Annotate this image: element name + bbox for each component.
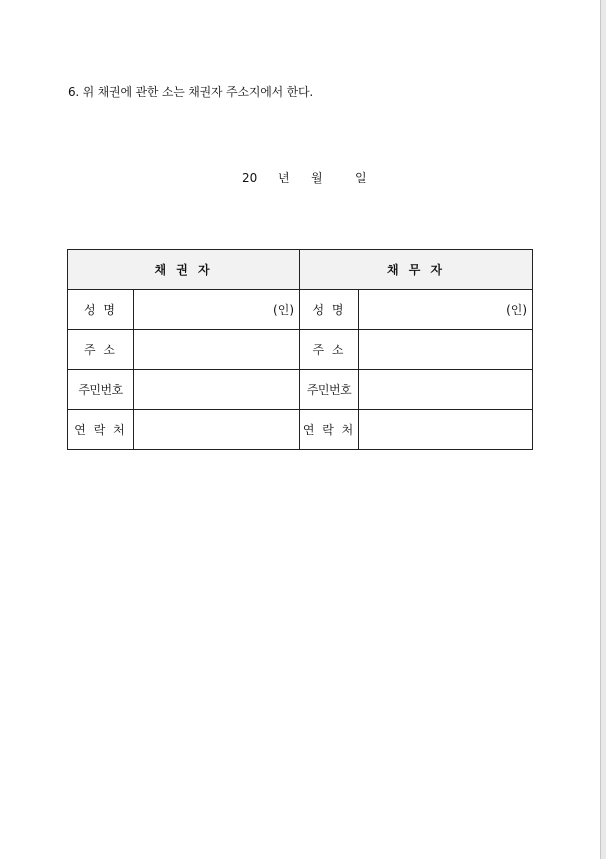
debtor-address-field: [359, 330, 533, 370]
date-year-label: 년: [278, 171, 290, 185]
creditor-header: 채 권 자: [68, 250, 300, 290]
debtor-id-field: [359, 370, 533, 410]
date-month-label: 월: [311, 171, 323, 185]
parties-table: [67, 249, 533, 450]
debtor-id-label: 주민번호: [300, 370, 359, 410]
table-row: [68, 370, 533, 410]
creditor-contact-field: [134, 410, 300, 450]
creditor-name-label: 성 명: [68, 290, 134, 330]
debtor-contact-label: 연 락 처: [300, 410, 359, 450]
debtor-name-field: (인): [359, 290, 533, 330]
date-line: [242, 169, 367, 186]
debtor-contact-field: [359, 410, 533, 450]
creditor-address-label: 주 소: [68, 330, 134, 370]
jurisdiction-clause: 6. 위 채권에 관한 소는 채권자 주소지에서 한다.: [68, 85, 314, 99]
table-header-row: [68, 250, 533, 290]
table-row: [68, 290, 533, 330]
date-day-label: 일: [355, 171, 367, 185]
creditor-name-field: (인): [134, 290, 300, 330]
table-row: [68, 410, 533, 450]
page-edge: [600, 0, 606, 859]
debtor-address-label: 주 소: [300, 330, 359, 370]
creditor-id-label: 주민번호: [68, 370, 134, 410]
creditor-address-field: [134, 330, 300, 370]
date-year: 20: [242, 171, 258, 185]
debtor-name-label: 성 명: [300, 290, 359, 330]
creditor-id-field: [134, 370, 300, 410]
debtor-header: 채 무 자: [300, 250, 533, 290]
creditor-contact-label: 연 락 처: [68, 410, 134, 450]
table-row: [68, 330, 533, 370]
